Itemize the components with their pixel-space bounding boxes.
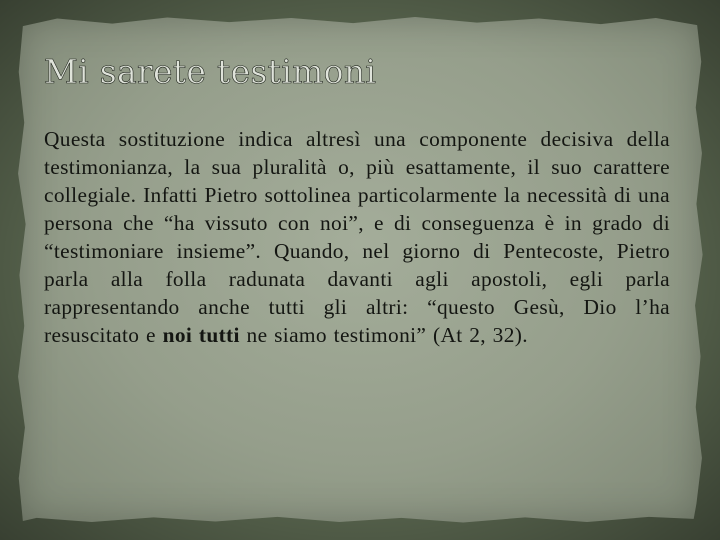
body-text-part-2: ne siamo testimoni” (At 2, 32). [239,323,528,347]
body-text-part-1: Questa sostituzione indica altresì una componente decisiva della testimonianza, la sua pluralità o, più esattamente, il suo carattere collegiale. Infatti Pietro sottolinea particolarmente la necessità di una persona che “ha vissuto con noi”, e di conseguenza è in grado di “testimoniare insieme”. Quando, nel giorno di Pentecoste, Pietro parla alla folla radunata davanti agli apostoli, egli parla rappresentando anche tutti gli altri: “questo Gesù, Dio l’ha resuscitato e [44,127,670,347]
body-text-emphasis: noi tutti [162,323,240,347]
slide-title: Mi sarete testimoni [44,52,377,91]
body-paragraph [44,125,670,349]
